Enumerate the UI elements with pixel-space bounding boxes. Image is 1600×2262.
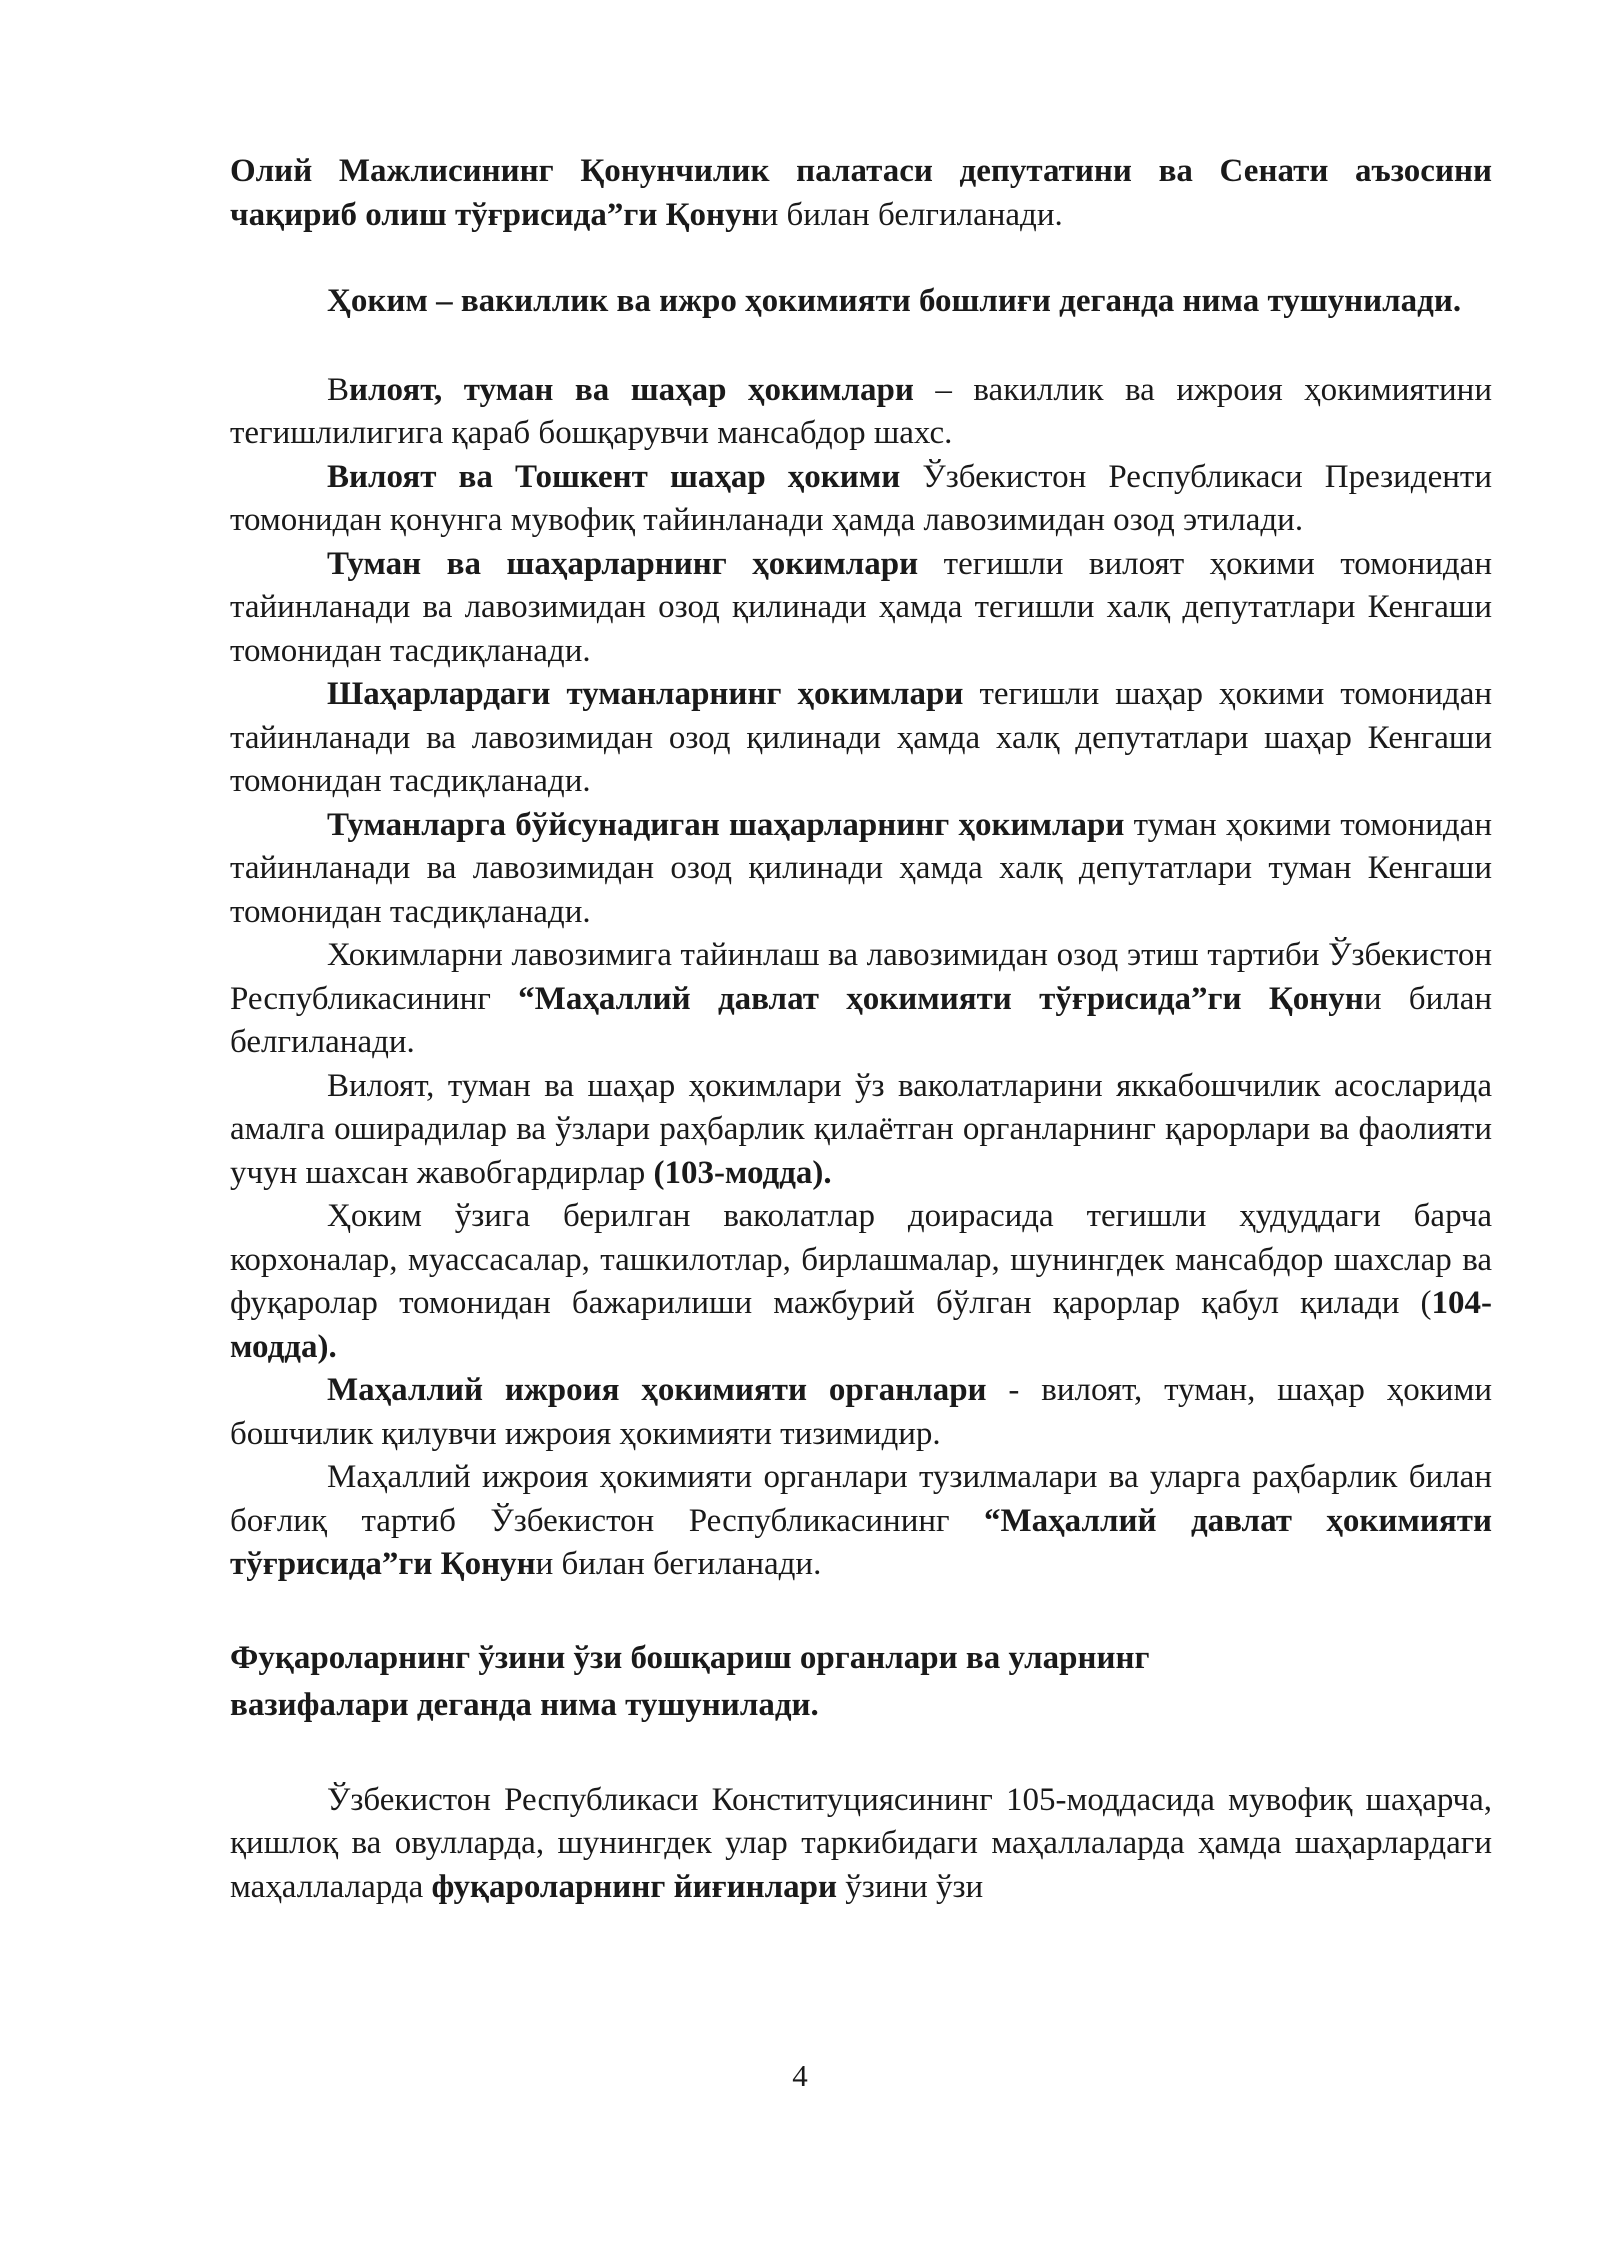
term-bold: Туманларга бўйсунадиган шаҳарларнинг ҳокимлари: [327, 806, 1125, 843]
heading-line-1: Фуқароларнинг ўзини ўзи бошқариш органлари ва уларнинг: [230, 1639, 1150, 1676]
paragraph-text: Хокимларни лавозимига тайинлаш ва лавозимидан озод этиш тартиби Ўзбекистон Республикасининг: [230, 937, 1492, 1017]
paragraph-text: тегишли шаҳар ҳокими томонидан тайинланади ва лавозимидан озод қилинади ҳамда халқ депутатлари шаҳар Кенгаши томонидан тасдиқланади.: [230, 676, 1492, 799]
paragraph-executive-bodies: [230, 1369, 1492, 1456]
term-bold: фуқароларнинг йиғинлари: [431, 1868, 837, 1905]
paragraph-text: тегишли вилоят ҳокими томонидан тайинланади ва лавозимидан озод қилинади ҳамда тегишли халқ депутатлари Кенгаши томонидан тасдиқланади.: [230, 545, 1492, 669]
paragraph-regional-hokim: [230, 456, 1492, 543]
paragraph-text: туман ҳокими томонидан тайинланади ва лавозимидан озод қилинади ҳамда халқ депутатлари туман Кенгаши томонидан тасдиқланади.: [230, 806, 1492, 930]
paragraph-law-reference: [230, 150, 1492, 237]
paragraph-text: Ҳоким ўзига берилган ваколатлар доирасида тегишли ҳудуддаги барча корхоналар, муассасалар, ташкилотлар, бирлашмалар, шунингдек мансабдор шахслар ва фуқаролар томонидан бажарилиши мажбурий бўлган қарорлар қабул қилади (: [230, 1198, 1492, 1321]
paragraph-text: и билан бегиланади.: [535, 1546, 822, 1582]
question-heading-self-government: [230, 1635, 1492, 1729]
term-bold: Маҳаллий ижроия ҳокимияти органлари: [327, 1372, 987, 1408]
paragraph-hokims-definition: [230, 369, 1492, 456]
question-heading-hokim: [230, 280, 1492, 324]
law-title: “Маҳаллий давлат ҳокимияти тўғрисида”ги Қонун: [518, 980, 1364, 1017]
paragraph-text: ўзини ўзи: [837, 1868, 984, 1905]
term-bold: Туман ва шаҳарларнинг ҳокимлари: [327, 545, 919, 582]
paragraph-lead-letter: В: [327, 371, 350, 408]
paragraph-citizens-assemblies: [230, 1779, 1492, 1910]
paragraph-text: Ўзбекистон Республикаси Конституциясининг 105-моддасида мувофиқ шаҳарча, қишлоқ ва овулларда, шунингдек улар таркибидаги маҳаллаларда ҳамда шаҳарлардаги маҳаллаларда: [230, 1781, 1492, 1905]
law-title: Олий Мажлисининг Қонунчилик палатаси депутатини ва Сенати аъзосини чақириб олиш тўғрисида”ги Қонун: [230, 153, 1492, 233]
page-number: 4: [792, 2058, 808, 2093]
paragraph-subordinate-city-hokims: [230, 804, 1492, 935]
term-bold: Вилоят ва Тошкент шаҳар ҳокими: [327, 458, 901, 495]
paragraph-text: – вакиллик ва ижроия ҳокимиятини тегишлилигига қараб бошқарувчи мансабдор шахс.: [230, 371, 1492, 451]
term-bold: илоят, туман ва шаҳар ҳокимлари: [349, 371, 914, 408]
question-text: Ҳоким – вакиллик ва ижро ҳокимияти бошлиғи деганда нима тушунилади.: [327, 283, 1462, 319]
article-reference: (103-модда).: [653, 1154, 832, 1191]
paragraph-district-hokims: [230, 543, 1492, 674]
law-title: “Маҳаллий давлат ҳокимияти тўғрисида”ги Қонун: [230, 1502, 1492, 1582]
article-reference: 104-модда).: [230, 1285, 1492, 1365]
paragraph-city-district-hokims: [230, 673, 1492, 804]
heading-line-2: вазифалари деганда нима тушунилади.: [230, 1686, 819, 1723]
document-page: [230, 150, 1492, 1909]
paragraph-text: и билан белгиланади.: [760, 196, 1063, 233]
paragraph-text: Вилоят, туман ва шаҳар ҳокимлари ўз ваколатларини яккабошчилик асосларида амалга оширадилар ва ўзлари раҳбарлик қилаётган органларнинг қарорлари ва фаолияти учун шахсан жавобгардирлар: [230, 1067, 1492, 1191]
paragraph-text: - вилоят, туман, шаҳар ҳокими бошчилик қилувчи ижроия ҳокимияти тизимидир.: [230, 1372, 1492, 1452]
paragraph-text: и билан белгиланади.: [230, 980, 1493, 1060]
paragraph-text: Ўзбекистон Республикаси Президенти томонидан қонунга мувофиқ тайинланади ҳамда лавозимидан озод этилади.: [230, 458, 1492, 538]
paragraph-executive-structure: [230, 1456, 1492, 1587]
paragraph-hokim-responsibility: [230, 1065, 1492, 1196]
term-bold: Шаҳарлардаги туманларнинг ҳокимлари: [327, 676, 964, 712]
paragraph-appointment-procedure: [230, 934, 1492, 1065]
paragraph-hokim-decisions: [230, 1195, 1492, 1369]
paragraph-text: Маҳаллий ижроия ҳокимияти органлари тузилмалари ва уларга раҳбарлик билан боғлиқ тартиб Ўзбекистон Республикасининг: [230, 1459, 1492, 1539]
